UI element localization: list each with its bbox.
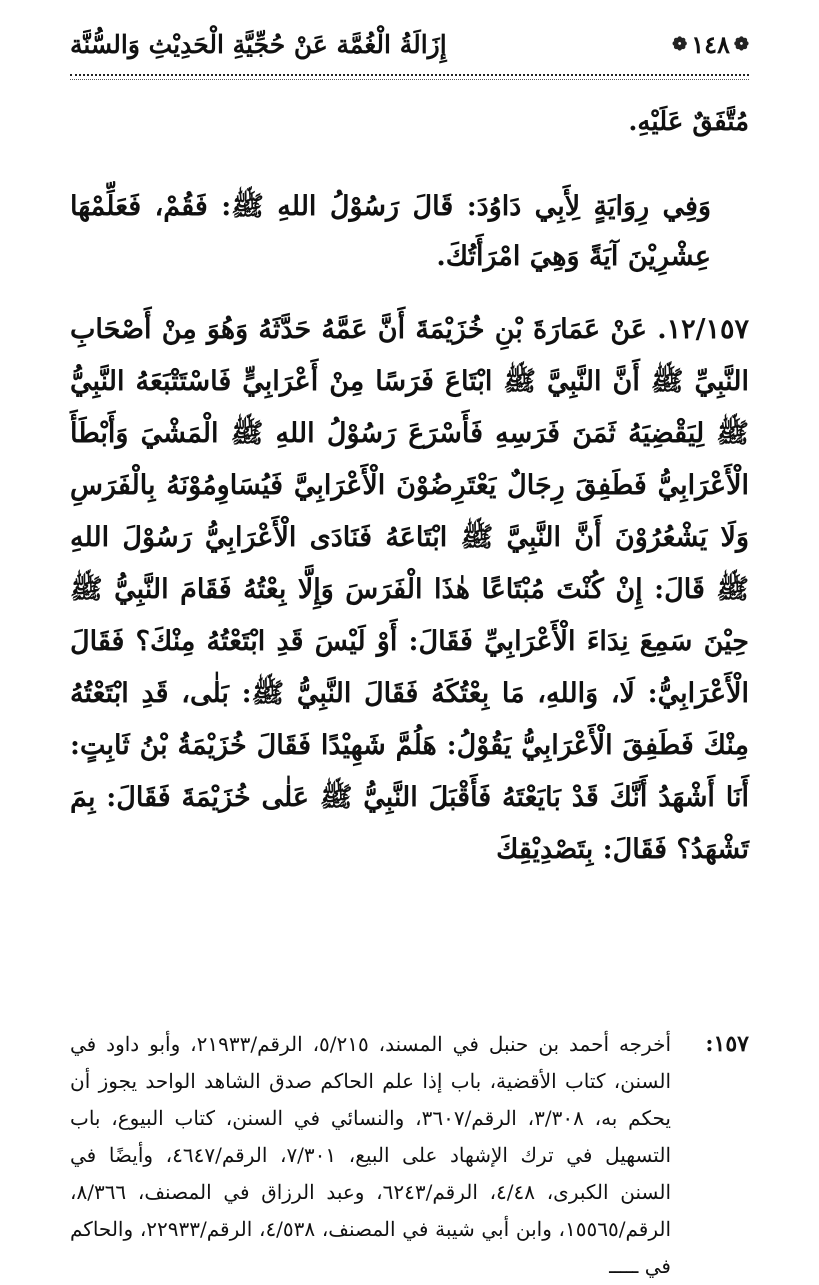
agreed-upon-note: مُتَّفَقٌ عَلَيْهِ. — [628, 107, 749, 137]
page-number-text: ١٤٨ — [691, 29, 730, 59]
hadith-paragraph — [70, 304, 749, 876]
footnote — [70, 1026, 749, 1285]
hadith-text: عَنْ عَمَارَةَ بْنِ خُزَيْمَةَ أَنَّ عَمَّهُ حَدَّثَهُ وَهُوَ مِنْ أَصْحَابِ النَّبِيِّ ﷺ أَنَّ النَّبِيَّ ﷺ ابْتَاعَ فَرَسًا مِنْ أَعْرَابِيٍّ فَاسْتَتْبَعَهُ النَّبِيُّ ﷺ لِيَقْضِيَهُ ثَمَنَ فَرَسِهِ فَأَسْرَعَ رَسُوْلُ اللهِ ﷺ الْمَشْيَ وَأَبْطَأَ الْأَعْرَابِيُّ فَطَفِقَ رِجَالٌ يَعْتَرِضُوْنَ الْأَعْرَابِيَّ فَيُسَاوِمُوْنَهُ بِالْفَرَسِ وَلَا يَشْعُرُوْنَ أَنَّ النَّبِيَّ ﷺ ابْتَاعَهُ فَنَادَى الْأَعْرَابِيُّ رَسُوْلَ اللهِ ﷺ قَالَ: إِنْ كُنْتَ مُبْتَاعًا هٰذَا الْفَرَسَ وَإِلَّا بِعْتُهُ فَقَامَ النَّبِيُّ ﷺ حِيْنَ سَمِعَ نِدَاءَ الْأَعْرَابِيِّ فَقَالَ: أَوْ لَيْسَ قَدِ ابْتَعْتُهُ مِنْكَ؟ فَقَالَ الْأَعْرَابِيُّ: لَا، وَاللهِ، مَا بِعْتُكَهُ فَقَالَ النَّبِيُّ ﷺ: بَلٰى، قَدِ ابْتَعْتُهُ مِنْكَ فَطَفِقَ الْأَعْرَابِيُّ يَقُوْلُ: هَلُمَّ شَهِيْدًا فَقَالَ خُزَيْمَةُ بْنُ ثَابِتٍ: أَنَا أَشْهَدُ أَنَّكَ قَدْ بَايَعْتَهُ فَأَقْبَلَ النَّبِيُّ ﷺ عَلٰى خُزَيْمَةَ فَقَالَ: بِمَ تَشْهَدُ؟ فَقَالَ: بِتَصْدِيْقِكَ — [70, 314, 749, 865]
page-header — [70, 18, 749, 70]
header-divider-secondary — [70, 79, 749, 80]
page-number — [672, 30, 749, 59]
main-text — [70, 96, 749, 876]
hadith-number: ١٢/١٥٧. — [657, 314, 749, 345]
ornament-right-icon: ❁ — [733, 33, 749, 55]
running-title: إِزَالَةُ الْغُمَّة عَنْ حُجِّيَّةِ الْحَدِيْثِ وَالسُّنَّة — [70, 29, 447, 59]
header-divider — [70, 74, 749, 76]
footnote-text: أخرجه أحمد بن حنبل في المسند، ٥/٢١٥، الرقم/٢١٩٣٣، وأبو داود في السنن، كتاب الأقضية، باب إذا علم الحاكم صدق الشاهد الواحد يجوز أن يحكم به، ٣/٣٠٨، الرقم/٣٦٠٧، والنسائي في السنن، كتاب البيوع، باب التسهيل في ترك الإشهاد على البيع، ٧/٣٠١، الرقم/٤٦٤٧، وأيضًا في السنن الكبرى، ٤/٤٨، الرقم/٦٢٤٣، وعبد الرزاق في المصنف، ٨/٣٦٦، الرقم/١٥٥٦٥، وابن أبي شيبة في المصنف، ٤/٥٣٨، الرقم/٢٢٩٣٣، والحاكم في ـــــ — [70, 1032, 672, 1278]
abu-dawud-narration: وَفِي رِوَايَةٍ لِأَبِي دَاوُدَ: قَالَ رَسُوْلُ اللهِ ﷺ: فَقُمْ، فَعَلِّمْهَا عِشْرِيْنَ آيَةً وَهِيَ امْرَأَتُكَ. — [70, 191, 711, 272]
ornament-left-icon: ❁ — [672, 33, 688, 55]
footnote-number: ١٥٧: — [705, 1031, 749, 1057]
